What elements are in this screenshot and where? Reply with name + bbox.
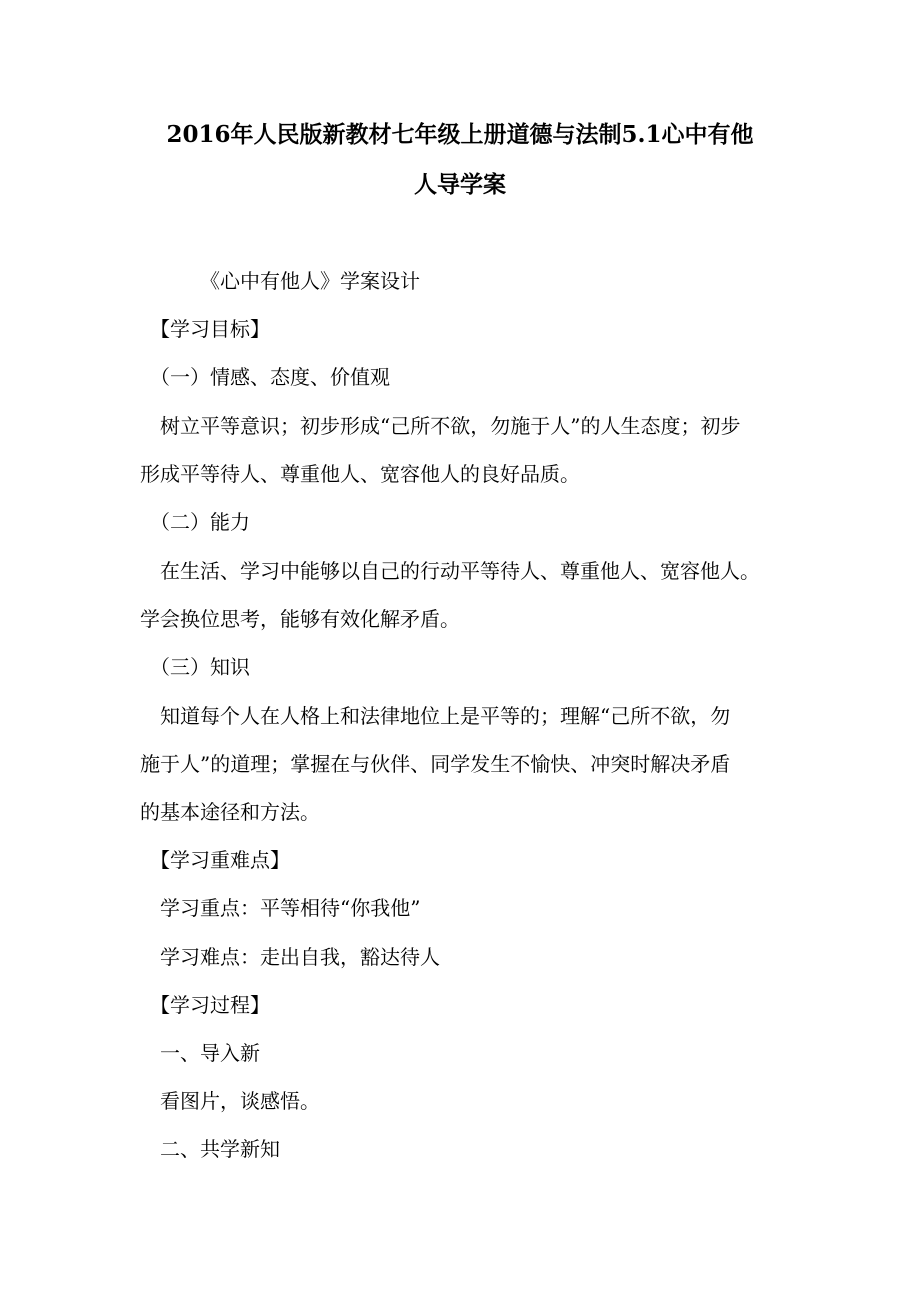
section-heading-objectives: 【学习目标】 — [150, 317, 270, 341]
keypoint-focus: 学习重点：平等相待“你我他” — [160, 896, 421, 920]
process-step-intro: 一、导入新 — [160, 1041, 260, 1065]
subheading-ability: （二）能力 — [150, 510, 250, 534]
section-heading-keypoints: 【学习重难点】 — [150, 848, 290, 872]
subheading-attitude: （一）情感、态度、价值观 — [150, 365, 390, 389]
section-heading-process: 【学习过程】 — [150, 993, 270, 1017]
process-step-learn: 二、共学新知 — [160, 1137, 280, 1161]
keypoint-difficulty: 学习难点：走出自我，豁达待人 — [160, 945, 440, 969]
document-subtitle: 《心中有他人》学案设计 — [200, 269, 420, 293]
paragraph-knowledge-line1: 知道每个人在人格上和法律地位上是平等的；理解“己所不欲，勿 — [160, 704, 731, 728]
document-title-line1: 2016年人民版新教材七年级上册道德与法制5.1心中有他 — [166, 121, 754, 148]
paragraph-attitude-line1: 树立平等意识；初步形成“己所不欲，勿施于人”的人生态度；初步 — [160, 414, 741, 438]
paragraph-attitude-line2: 形成平等待人、尊重他人、宽容他人的良好品质。 — [140, 462, 580, 486]
subheading-knowledge: （三）知识 — [150, 655, 250, 679]
document-title-line2: 人导学案 — [414, 171, 506, 198]
process-step-intro-text: 看图片，谈感悟。 — [160, 1089, 320, 1113]
paragraph-ability-line1: 在生活、学习中能够以自己的行动平等待人、尊重他人、宽容他人。 — [160, 559, 760, 583]
paragraph-ability-line2: 学会换位思考，能够有效化解矛盾。 — [140, 607, 460, 631]
paragraph-knowledge-line3: 的基本途径和方法。 — [140, 800, 320, 824]
paragraph-knowledge-line2: 施于人”的道理；掌握在与伙伴、同学发生不愉快、冲突时解决矛盾 — [140, 752, 731, 776]
